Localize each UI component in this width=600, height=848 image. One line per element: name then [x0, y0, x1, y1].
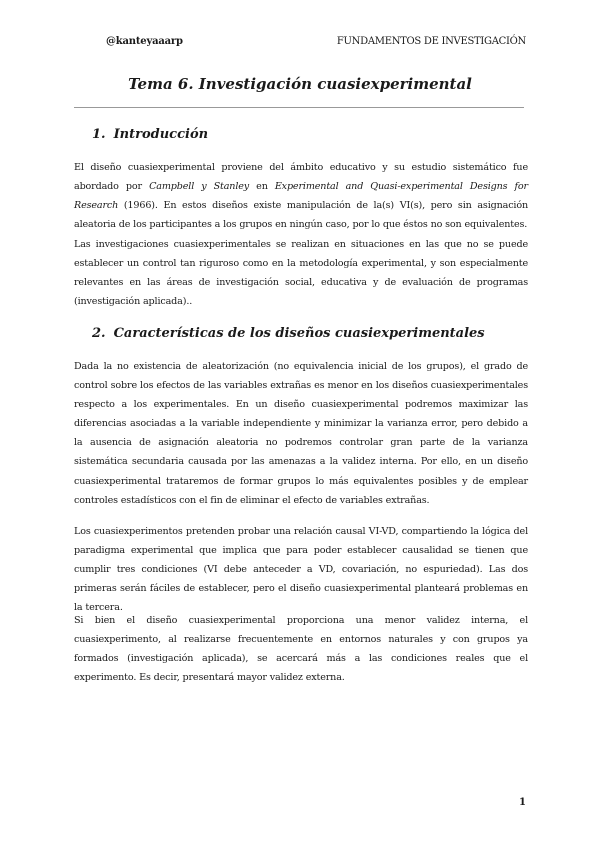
paragraph-caract-1: Dada la no existencia de aleatorización (no equivalencia inicial de los grupos), el grado de control sobre los efectos de las variables extrañas es menor en los diseños cuasiexperimentales respecto a los experimentales. En un diseño cuasiexperimental podremos maximizar las diferencias asociadas a la variable independiente y minimizar la varianza error, pero debido a la ausencia de asignación aleatoria no podremos controlar gran parte de la varianza sistemática secundaria causada por las amenazas a la validez interna. Por ello, en un diseño cuasiexperimental trataremos de formar grupos lo más equivalentes posibles y de emplear controles estadísticos con el fin de eliminar el efecto de variables extrañas. — [74, 361, 528, 506]
section-number: 2. — [92, 326, 106, 341]
section-title: Introducción — [113, 127, 209, 142]
paragraph-caract-3: Si bien el diseño cuasiexperimental proporciona una menor validez interna, el cuasiexperimento, al realizarse frecuentemente en entornos naturales y con grupos ya formados (investigación aplicada), se acercará más a las condiciones reales que el experimento. Es decir, presentará mayor validez externa. — [74, 615, 528, 684]
text-run: (1966). En estos diseños existe manipulación de la(s) VI(s), pero sin asignación aleatoria de los participantes a los grupos en ningún caso, por lo que éstos no son equivalentes. — [74, 200, 528, 231]
text-run-italic: Experimental and Quasi-experimental Designs for Research — [74, 181, 528, 212]
paragraph-intro-1 — [74, 158, 528, 234]
text-run: El diseño cuasiexperimental proviene del ámbito educativo y su estudio sistemático fue abordado por — [74, 162, 528, 193]
page-number: 1 — [519, 797, 526, 808]
header-course: FUNDAMENTOS DE INVESTIGACIÓN — [336, 36, 526, 47]
title-divider — [74, 107, 524, 108]
text-run: en — [249, 181, 275, 193]
text-run-italic: Campbell y Stanley — [149, 181, 250, 193]
paragraph-caract-2: Los cuasiexperimentos pretenden probar una relación causal VI-VD, compartiendo la lógica del paradigma experimental que implica que para poder establecer causalidad se tienen que cumplir tres condiciones (VI debe anteceder a VD, covariación, no espuriedad). Las dos primeras serán fáciles de establecer, pero el diseño cuasiexperimental planteará problemas en la tercera. — [74, 526, 528, 614]
section-heading-introduccion — [92, 127, 208, 142]
section-heading-caracteristicas — [92, 326, 485, 341]
section-number: 1. — [92, 127, 106, 142]
section-title: Características de los diseños cuasiexperimentales — [113, 326, 485, 341]
page-title: Tema 6. Investigación cuasiexperimental — [128, 75, 472, 93]
header-author: @kanteyaaarp — [106, 36, 183, 47]
paragraph-intro-2: Las investigaciones cuasiexperimentales se realizan en situaciones en las que no se puede establecer un control tan riguroso como en la metodología experimental, y son especialmente relevantes en las áreas de investigación social, educativa y de evaluación de programas (investigación aplicada).. — [74, 239, 528, 308]
